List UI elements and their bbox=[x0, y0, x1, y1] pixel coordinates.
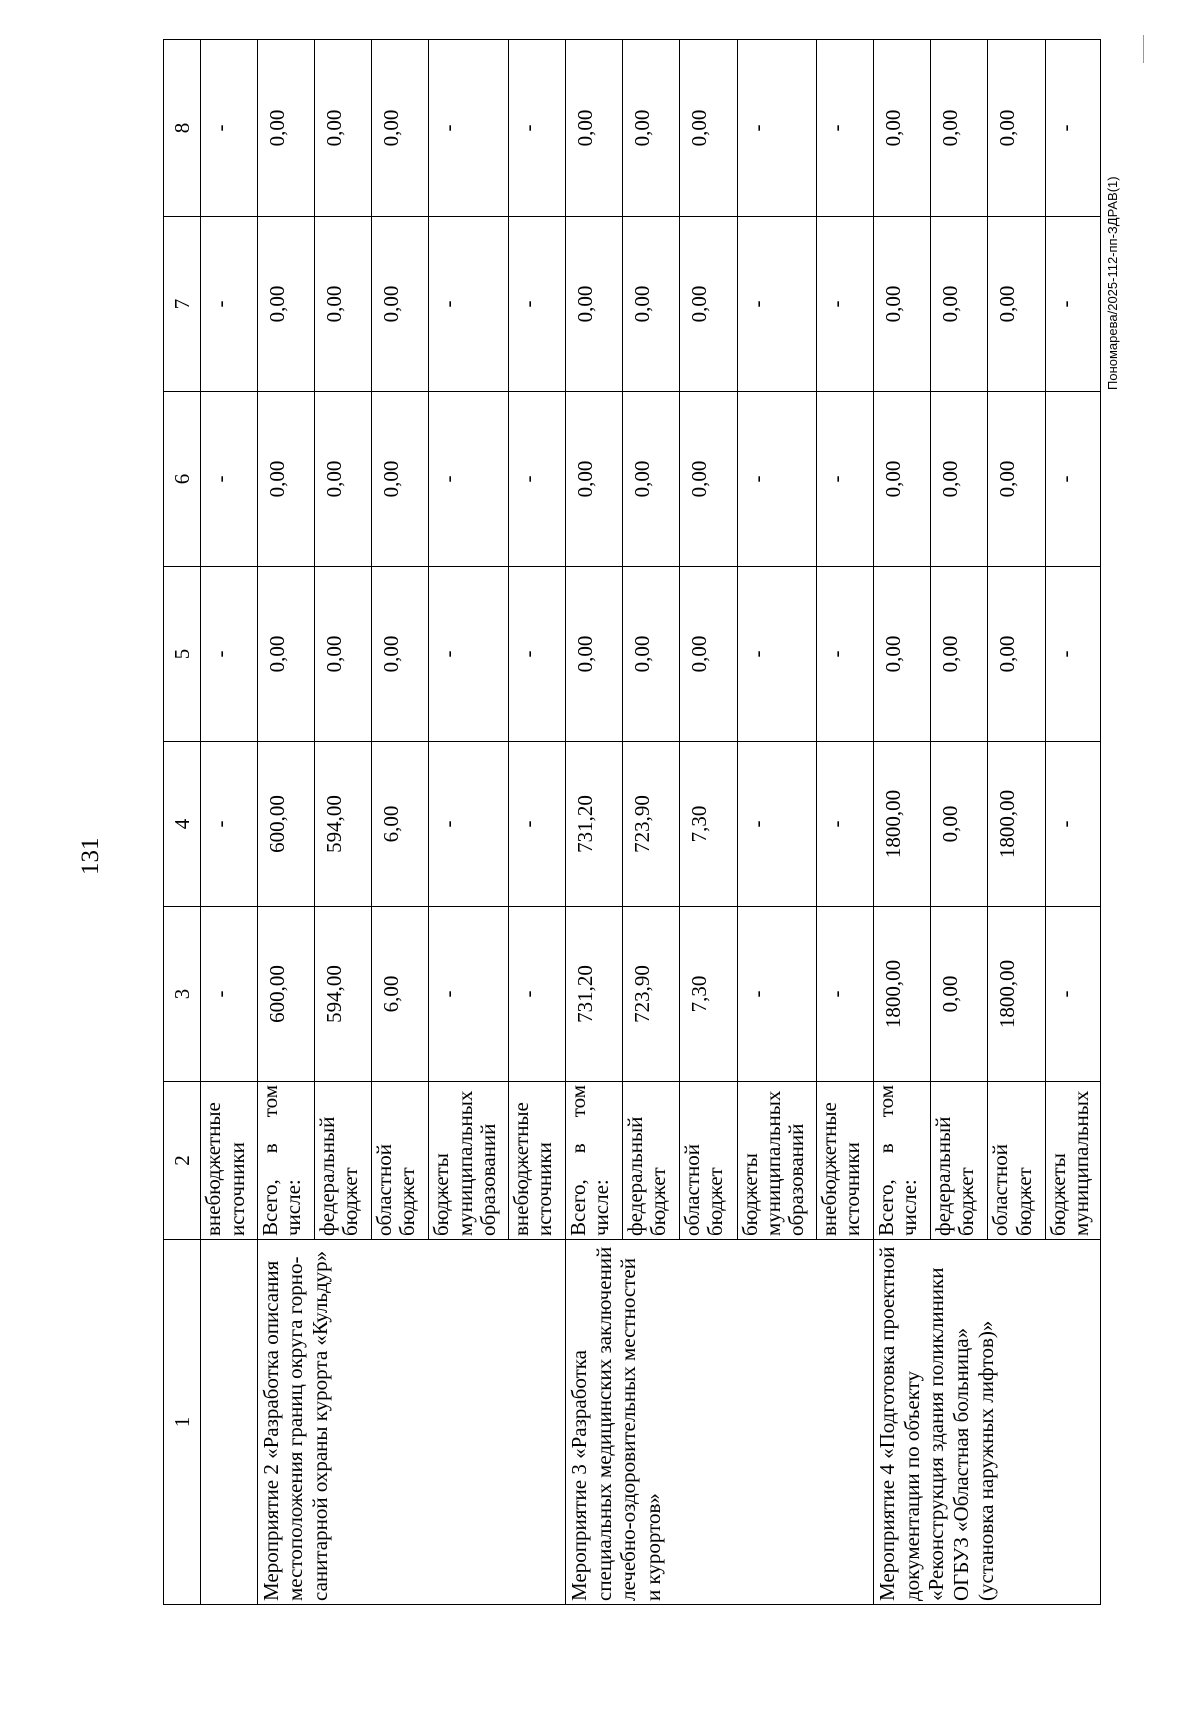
value-cell: - bbox=[1045, 907, 1100, 1082]
value-cell: 6,00 bbox=[372, 907, 429, 1082]
value-cell: 0,00 bbox=[680, 392, 737, 567]
value-cell: - bbox=[737, 392, 816, 567]
funding-source: внебюджетные источники bbox=[816, 1082, 873, 1240]
value-cell: 0,00 bbox=[372, 217, 429, 392]
total-label-part: том bbox=[565, 1085, 590, 1118]
total-label-part: в bbox=[873, 1143, 898, 1154]
total-label-part: Всего, bbox=[873, 1179, 898, 1236]
value-cell: - bbox=[201, 742, 257, 907]
value-cell: 731,20 bbox=[565, 742, 622, 907]
value-cell: 0,00 bbox=[680, 217, 737, 392]
page-number: 131 bbox=[77, 837, 104, 875]
empty-cell bbox=[201, 1240, 257, 1605]
funding-source: областной бюджет bbox=[372, 1082, 429, 1240]
value-cell: 1800,00 bbox=[988, 907, 1045, 1082]
value-cell: - bbox=[201, 392, 257, 567]
value-cell: - bbox=[429, 567, 508, 742]
funding-source: бюджеты муниципальных образований bbox=[737, 1082, 816, 1240]
funding-source: федеральный бюджет bbox=[623, 1082, 680, 1240]
value-cell: 0,00 bbox=[680, 40, 737, 217]
value-cell: 0,00 bbox=[257, 40, 314, 217]
funding-total bbox=[257, 1082, 314, 1240]
value-cell: - bbox=[737, 567, 816, 742]
total-label-part: Всего, bbox=[565, 1179, 590, 1236]
col-header: 1 bbox=[164, 1240, 201, 1605]
value-cell: 600,00 bbox=[257, 742, 314, 907]
footer-code-container bbox=[1105, 10, 1121, 1720]
value-cell: 1800,00 bbox=[988, 742, 1045, 907]
value-cell: - bbox=[508, 567, 565, 742]
header-row bbox=[164, 40, 201, 1605]
value-cell: 7,30 bbox=[680, 742, 737, 907]
value-cell: - bbox=[737, 742, 816, 907]
value-cell: - bbox=[1045, 217, 1100, 392]
value-cell: 731,20 bbox=[565, 907, 622, 1082]
total-label-part: том bbox=[873, 1085, 898, 1118]
value-cell: 0,00 bbox=[931, 907, 988, 1082]
funding-source: областной бюджет bbox=[680, 1082, 737, 1240]
value-cell: - bbox=[429, 40, 508, 217]
value-cell: - bbox=[508, 392, 565, 567]
value-cell: 0,00 bbox=[565, 217, 622, 392]
scan-edge-mark bbox=[1143, 35, 1144, 63]
value-cell: 0,00 bbox=[873, 40, 930, 217]
value-cell: 0,00 bbox=[372, 40, 429, 217]
table-row bbox=[565, 40, 622, 1605]
footer-code: Пономарева/2025-112-пп-ЗДРАВ(1) bbox=[1105, 176, 1120, 390]
value-cell: - bbox=[816, 40, 873, 217]
value-cell: 0,00 bbox=[314, 392, 371, 567]
value-cell: 0,00 bbox=[873, 567, 930, 742]
value-cell: 0,00 bbox=[623, 392, 680, 567]
value-cell: - bbox=[816, 742, 873, 907]
value-cell: 0,00 bbox=[623, 217, 680, 392]
value-cell: 0,00 bbox=[931, 217, 988, 392]
funding-source: федеральный бюджет bbox=[314, 1082, 371, 1240]
value-cell: 0,00 bbox=[988, 40, 1045, 217]
total-label-part: в bbox=[257, 1143, 282, 1154]
total-label-part: Всего, bbox=[257, 1179, 282, 1236]
value-cell: - bbox=[1045, 392, 1100, 567]
value-cell: - bbox=[201, 217, 257, 392]
value-cell: - bbox=[1045, 40, 1100, 217]
value-cell: 0,00 bbox=[988, 567, 1045, 742]
value-cell: - bbox=[816, 567, 873, 742]
funding-source: внебюджетные источники bbox=[201, 1082, 257, 1240]
event-title: Мероприятие 3 «Разработка специальных медицинских заключений лечебно-оздоровительных местностей и курортов» bbox=[565, 1240, 873, 1605]
value-cell: 1800,00 bbox=[873, 742, 930, 907]
value-cell: - bbox=[201, 40, 257, 217]
event-title: Мероприятие 4 «Подготовка проектной документации по объекту «Реконструкция здания поликлиники ОГБУЗ «Областная больница» (установка наружных лифтов)» bbox=[873, 1240, 1100, 1605]
value-cell: 0,00 bbox=[314, 567, 371, 742]
value-cell: 0,00 bbox=[257, 217, 314, 392]
value-cell: - bbox=[508, 742, 565, 907]
value-cell: 0,00 bbox=[988, 217, 1045, 392]
value-cell: 0,00 bbox=[931, 40, 988, 217]
funding-source: федеральный бюджет bbox=[931, 1082, 988, 1240]
value-cell: 1800,00 bbox=[873, 907, 930, 1082]
value-cell: - bbox=[429, 392, 508, 567]
value-cell: - bbox=[508, 40, 565, 217]
value-cell: 6,00 bbox=[372, 742, 429, 907]
value-cell: - bbox=[816, 217, 873, 392]
value-cell: - bbox=[429, 907, 508, 1082]
funding-source: бюджеты муниципальных образований bbox=[429, 1082, 508, 1240]
value-cell: 7,30 bbox=[680, 907, 737, 1082]
value-cell: 0,00 bbox=[372, 392, 429, 567]
value-cell: - bbox=[737, 40, 816, 217]
value-cell: 0,00 bbox=[931, 742, 988, 907]
value-cell: 594,00 bbox=[314, 907, 371, 1082]
col-header: 2 bbox=[164, 1082, 201, 1240]
value-cell: 0,00 bbox=[565, 40, 622, 217]
value-cell: 594,00 bbox=[314, 742, 371, 907]
col-header: 4 bbox=[164, 742, 201, 907]
table-row bbox=[257, 40, 314, 1605]
total-label-part: том bbox=[257, 1085, 282, 1118]
value-cell: - bbox=[737, 217, 816, 392]
rotated-table-container bbox=[163, 40, 1101, 1605]
value-cell: 0,00 bbox=[931, 392, 988, 567]
col-header: 6 bbox=[164, 392, 201, 567]
value-cell: - bbox=[201, 907, 257, 1082]
table-row bbox=[201, 40, 257, 1605]
col-header: 3 bbox=[164, 907, 201, 1082]
funding-source: внебюджетные источники bbox=[508, 1082, 565, 1240]
value-cell: - bbox=[1045, 567, 1100, 742]
total-label-part: числе: bbox=[588, 1179, 613, 1236]
value-cell: 0,00 bbox=[257, 392, 314, 567]
col-header: 5 bbox=[164, 567, 201, 742]
value-cell: - bbox=[429, 217, 508, 392]
total-label-part: в bbox=[565, 1143, 590, 1154]
total-label-part: числе: bbox=[897, 1179, 921, 1236]
value-cell: 0,00 bbox=[257, 567, 314, 742]
col-header: 7 bbox=[164, 217, 201, 392]
value-cell: 0,00 bbox=[314, 40, 371, 217]
funding-source: областной бюджет bbox=[988, 1082, 1045, 1240]
col-header: 8 bbox=[164, 40, 201, 217]
event-title: Мероприятие 2 «Разработка описания местоположения границ округа горно-санитарной охраны курорта «Кульдур» bbox=[257, 1240, 565, 1605]
value-cell: 0,00 bbox=[988, 392, 1045, 567]
value-cell: 0,00 bbox=[680, 567, 737, 742]
value-cell: 723,90 bbox=[623, 907, 680, 1082]
value-cell: 0,00 bbox=[314, 217, 371, 392]
value-cell: - bbox=[201, 567, 257, 742]
funding-source: бюджеты муниципальных bbox=[1045, 1082, 1100, 1240]
value-cell: 0,00 bbox=[623, 40, 680, 217]
value-cell: 0,00 bbox=[623, 567, 680, 742]
value-cell: - bbox=[429, 742, 508, 907]
budget-table bbox=[163, 39, 1101, 1605]
value-cell: - bbox=[737, 907, 816, 1082]
value-cell: 723,90 bbox=[623, 742, 680, 907]
value-cell: - bbox=[1045, 742, 1100, 907]
value-cell: 0,00 bbox=[372, 567, 429, 742]
value-cell: - bbox=[508, 907, 565, 1082]
value-cell: 0,00 bbox=[931, 567, 988, 742]
total-label-part: числе: bbox=[280, 1179, 305, 1236]
table-row bbox=[873, 40, 930, 1605]
value-cell: 0,00 bbox=[565, 567, 622, 742]
value-cell: - bbox=[816, 392, 873, 567]
value-cell: 0,00 bbox=[873, 392, 930, 567]
value-cell: 0,00 bbox=[565, 392, 622, 567]
value-cell: - bbox=[508, 217, 565, 392]
value-cell: 600,00 bbox=[257, 907, 314, 1082]
funding-total bbox=[565, 1082, 622, 1240]
value-cell: 0,00 bbox=[873, 217, 930, 392]
value-cell: - bbox=[816, 907, 873, 1082]
funding-total bbox=[873, 1082, 930, 1240]
